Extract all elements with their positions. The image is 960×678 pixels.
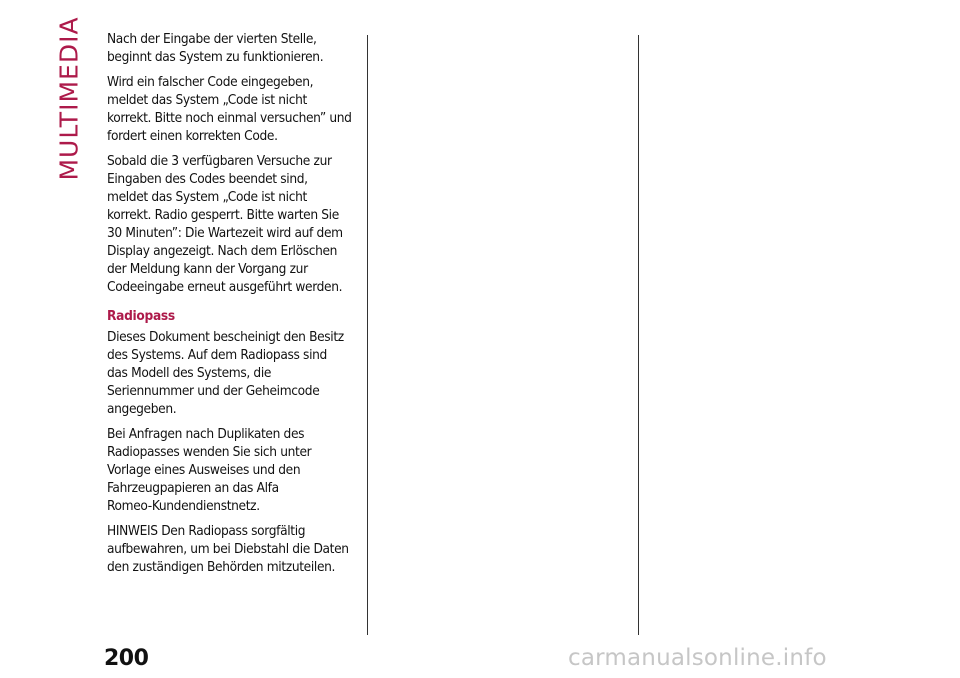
paragraph-wrong-code: [107, 73, 362, 145]
section-heading-radiopass: Radiopass: [107, 308, 175, 324]
text-line: Codeeingabe erneut ausgeführt werden.: [107, 279, 343, 295]
text-line: 30 Minuten”: Die Wartezeit wird auf dem: [107, 225, 343, 241]
text-line: das Modell des Systems, die: [107, 365, 272, 381]
text-line: meldet das System „Code ist nicht: [107, 92, 307, 108]
text-line: meldet das System „Code ist nicht: [107, 189, 307, 205]
paragraph-note: [107, 522, 362, 576]
text-line: korrekt. Radio gesperrt. Bitte warten Sie: [107, 207, 339, 223]
watermark-text: carmanualsonline.info: [568, 645, 827, 671]
text-line: Dieses Dokument bescheinigt den Besitz: [107, 329, 344, 345]
text-line: Bei Anfragen nach Duplikaten des: [107, 426, 305, 442]
section-tab-label: MULTIMEDIA: [54, 15, 84, 181]
text-line: korrekt. Bitte noch einmal versuchen” und: [107, 110, 352, 126]
text-line: Fahrzeugpapieren an das Alfa: [107, 480, 279, 496]
text-line: Nach der Eingabe der vierten Stelle,: [107, 31, 317, 47]
text-line: Vorlage eines Ausweises und den: [107, 462, 301, 478]
text-line: der Meldung kann der Vorgang zur: [107, 261, 308, 277]
paragraph-radio-locked: [107, 152, 362, 296]
text-line: Wird ein falscher Code eingegeben,: [107, 74, 314, 90]
text-line: angegeben.: [107, 401, 177, 417]
column-divider: [638, 35, 639, 635]
text-line: beginnt das System zu funktionieren.: [107, 49, 324, 65]
text-line: fordert einen korrekten Code.: [107, 128, 278, 144]
section-tab: [54, 15, 84, 181]
text-line: aufbewahren, um bei Diebstahl die Daten: [107, 541, 349, 557]
text-line: Seriennummer und der Geheimcode: [107, 383, 320, 399]
paragraph-radiopass: [107, 328, 362, 418]
text-line: Eingaben des Codes beendet sind,: [107, 171, 308, 187]
text-line: Sobald die 3 verfügbaren Versuche zur: [107, 153, 332, 169]
text-line: Romeo-Kundendienstnetz.: [107, 498, 260, 514]
paragraph-duplicates: [107, 425, 362, 515]
text-column: [107, 30, 362, 583]
text-line: des Systems. Auf dem Radiopass sind: [107, 347, 327, 363]
page-number: 200: [104, 646, 149, 671]
paragraph-code-entry: [107, 30, 362, 66]
text-line: HINWEIS Den Radiopass sorgfältig: [107, 523, 306, 539]
text-line: Display angezeigt. Nach dem Erlöschen: [107, 243, 338, 259]
text-line: den zuständigen Behörden mitzuteilen.: [107, 559, 336, 575]
text-line: Radiopasses wenden Sie sich unter: [107, 444, 312, 460]
column-divider: [367, 35, 368, 635]
